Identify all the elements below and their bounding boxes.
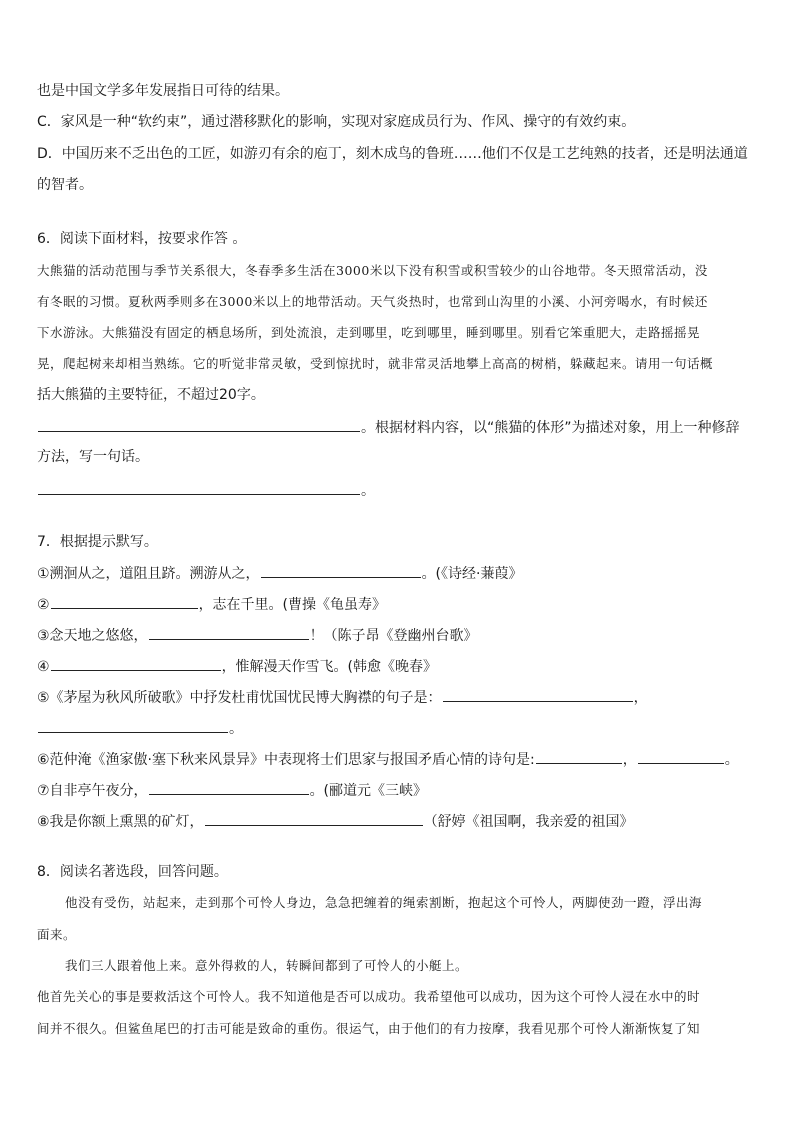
q8-passage-line-1: 他没有受伤，站起来，走到那个可怜人身边，急急把缠着的绳索割断，抱起这个可怜人，两脚使劲一蹬，浮出海 bbox=[65, 895, 703, 910]
q6-passage-line-1: 大熊猫的活动范围与季节关系很大，冬春季多生活在3000米以下没有积雪或积雪较少的山谷地带。冬天照常活动，没 bbox=[37, 263, 708, 278]
q7-item-1-prompt: ①溯洄从之，道阻且跻。溯游从之， bbox=[37, 566, 260, 582]
q7-item-2 bbox=[37, 594, 757, 614]
q7-item-5 bbox=[37, 687, 757, 707]
q6-period: 。 bbox=[361, 483, 375, 499]
q6-prompt-2-cont: 方法，写一句话。 bbox=[37, 449, 149, 465]
q8-heading: 8．阅读名著选段，回答问题。 bbox=[37, 864, 228, 880]
q5-option-d: D．中国历来不乏出色的工匠，如游刃有余的庖丁，刻木成鸟的鲁班……他们不仅是工艺纯熟的技者，还是明法通道 bbox=[37, 146, 748, 162]
q7-item-2-prompt: ② bbox=[37, 597, 50, 613]
q5-option-c: C．家风是一种“软约束”，通过潜移默化的影响，实现对家庭成员行为、作风、操守的有效约束。 bbox=[37, 114, 636, 130]
q7-item-5-blank-2[interactable] bbox=[38, 718, 228, 733]
q7-item-5-blank-1[interactable] bbox=[443, 687, 633, 702]
q7-item-1 bbox=[37, 563, 757, 583]
q7-item-6-period: 。 bbox=[724, 752, 739, 768]
q6-heading: 6．阅读下面材料，按要求作答 。 bbox=[37, 231, 247, 247]
q6-answer-blank-2[interactable] bbox=[38, 480, 360, 495]
q7-item-4-source: ，惟解漫天作雪飞。(韩愈《晚春》 bbox=[221, 659, 438, 675]
q7-item-6-prompt: ⑥范仲淹《渔家傲·塞下秋来风景异》中表现将士们思家与报国矛盾心情的诗句是: bbox=[37, 752, 535, 768]
q8-passage-line-4: 他首先关心的事是要救活这个可怜人。我不知道他是否可以成功。我希望他可以成功，因为这个可怜人浸在水中的时 bbox=[37, 989, 701, 1004]
q7-item-3 bbox=[37, 625, 757, 645]
q7-item-8 bbox=[37, 811, 757, 831]
q7-item-8-blank[interactable] bbox=[205, 811, 423, 826]
q8-passage-line-5: 间并不很久。但鲨鱼尾巴的打击可能是致命的重伤。很运气，由于他们的有力按摩，我看见那个可怜人渐渐恢复了知 bbox=[37, 1021, 701, 1036]
q6-answer-row-2 bbox=[37, 480, 757, 500]
q7-item-1-source: 。(《诗经·蒹葭》 bbox=[421, 566, 523, 582]
q6-prompt-2: 。根据材料内容，以“熊猫的体形”为描述对象，用上一种修辞 bbox=[361, 420, 740, 436]
q7-item-5-prompt: ⑤《茅屋为秋风所破歌》中抒发杜甫忧国忧民博大胸襟的句子是： bbox=[37, 690, 442, 706]
q7-item-4-blank[interactable] bbox=[51, 656, 221, 671]
q7-item-5-period: 。 bbox=[229, 721, 243, 737]
q7-item-1-blank[interactable] bbox=[261, 563, 421, 578]
q7-item-3-blank[interactable] bbox=[149, 625, 309, 640]
q5-option-d-cont: 的智者。 bbox=[37, 177, 93, 193]
q6-passage-line-3: 下水游泳。大熊猫没有固定的栖息场所，到处流浪，走到哪里，吃到哪里，睡到哪里。别看它笨重肥大，走路摇摇晃 bbox=[37, 325, 701, 340]
q7-item-5-comma: ， bbox=[633, 690, 648, 706]
q7-item-7-blank[interactable] bbox=[149, 780, 309, 795]
q7-item-5-cont bbox=[37, 718, 757, 738]
q7-item-8-source: （舒婷《祖国啊，我亲爱的祖国》 bbox=[423, 814, 634, 830]
q6-answer-row-1 bbox=[37, 417, 757, 437]
q7-item-4 bbox=[37, 656, 757, 676]
q7-item-7-prompt: ⑦自非亭午夜分， bbox=[37, 783, 148, 799]
q7-item-6-comma: ， bbox=[622, 752, 637, 768]
q8-passage-line-3: 我们三人跟着他上来。意外得救的人，转瞬间都到了可怜人的小艇上。 bbox=[65, 958, 469, 973]
q6-passage-line-4: 晃，爬起树来却相当熟练。它的听觉非常灵敏，受到惊扰时，就非常灵活地攀上高高的树梢，躲藏起来。请用一句话概 bbox=[37, 356, 714, 371]
q6-passage-line-2: 有冬眠的习惯。夏秋两季则多在3000米以上的地带活动。天气炎热时，也常到山沟里的小溪、小河旁喝水，有时候还 bbox=[37, 294, 708, 309]
q5-text-line-1: 也是中国文学多年发展指日可待的结果。 bbox=[37, 83, 289, 99]
q6-answer-blank-1[interactable] bbox=[38, 417, 360, 432]
q7-item-6 bbox=[37, 749, 757, 769]
q7-item-8-prompt: ⑧我是你额上熏黑的矿灯， bbox=[37, 814, 204, 830]
q7-item-6-blank-2[interactable] bbox=[638, 749, 724, 764]
q7-item-6-blank-1[interactable] bbox=[536, 749, 622, 764]
q6-prompt-1: 括大熊猫的主要特征，不超过20字。 bbox=[37, 387, 265, 403]
q7-heading: 7．根据提示默写。 bbox=[37, 534, 158, 550]
q7-item-4-prompt: ④ bbox=[37, 659, 50, 675]
q7-item-7-source: 。(郦道元《三峡》 bbox=[309, 783, 428, 799]
q8-passage-line-2: 面来。 bbox=[37, 927, 77, 942]
q7-item-2-blank[interactable] bbox=[51, 594, 198, 609]
q7-item-3-source: ！（陈子昂《登幽州台歌》 bbox=[309, 628, 478, 644]
q7-item-7 bbox=[37, 780, 757, 800]
q7-item-2-source: ，志在千里。(曹操《龟虽寿》 bbox=[198, 597, 387, 613]
q7-item-3-prompt: ③念天地之悠悠， bbox=[37, 628, 148, 644]
